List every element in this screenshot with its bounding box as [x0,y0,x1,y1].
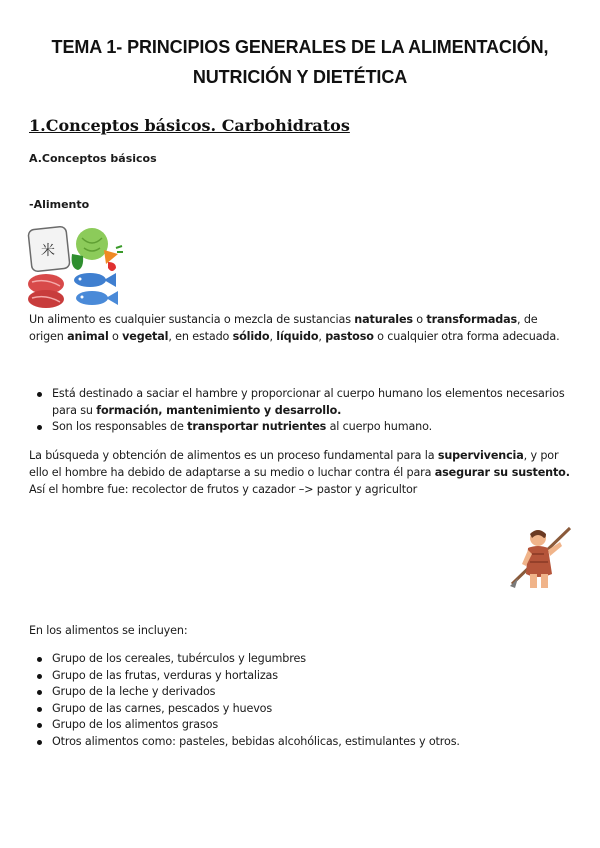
cabbage-icon [76,228,108,260]
bold-run: formación, mantenimiento y desarrollo. [96,403,342,417]
list-item [29,419,574,436]
list-item: Grupo de las carnes, pescados y huevos [29,701,574,718]
bold-run: naturales [354,313,413,326]
bold-run: sólido [232,330,270,343]
bold-run: supervivencia [437,449,524,462]
bold-run: pastoso [325,330,374,343]
fish-icon [74,273,118,305]
section-heading: 1.Conceptos básicos. Carbohidratos [29,116,350,135]
text-run: La búsqueda y obtención de alimentos es un proceso fundamental para la [29,449,438,462]
survival-paragraph [29,447,574,498]
list-item: Otros alimentos como: pasteles, bebidas alcohólicas, estimulantes y otros. [29,734,574,751]
text-run: , [318,330,326,343]
strawberry-icon [108,262,116,271]
list-item: Grupo de los alimentos grasos [29,717,574,734]
text-run: , y por ello el hombre ha debido de adaptarse a su medio o luchar contra él para [29,449,559,479]
rice-bag-icon [28,226,70,272]
text-run: o cualquier otra forma adecuada. [373,330,560,343]
text-run: Así el hombre fue: recolector de frutos y cazador –> pastor y agricultor [29,483,418,496]
list-item: Grupo de la leche y derivados [29,684,574,701]
list-item [29,386,574,419]
bold-run: vegetal [122,330,169,343]
term-heading: -Alimento [29,198,90,211]
caveman-illustration [508,524,574,594]
definition-bullet-list [29,386,574,436]
bold-run: transformadas [426,313,518,326]
text-run: , [269,330,277,343]
bold-run: animal [67,330,109,343]
definition-paragraph [29,311,574,345]
text-run: o [108,330,123,343]
food-groups-list [29,651,574,750]
pepper-icon [72,254,84,270]
list-item: Grupo de las frutas, verduras y hortalizas [29,668,574,685]
title-line-1: TEMA 1- PRINCIPIOS GENERALES DE LA ALIMENTACIÓN, [51,37,549,57]
document-title [30,32,570,92]
carrot-icon [104,250,118,264]
text-run: Un alimento es cualquier sustancia o mezcla de sustancias [29,313,355,326]
title-line-2: NUTRICIÓN Y DIETÉTICA [192,67,408,87]
text-run: o [412,313,427,326]
includes-intro: En los alimentos se incluyen: [29,624,188,637]
text-run: Está destinado a saciar el hambre y proporcionar al cuerpo humano los elementos necesarios para su [52,387,565,417]
bold-run: líquido [276,330,319,343]
food-illustration [26,224,126,312]
list-item: Grupo de los cereales, tubérculos y legumbres [29,651,574,668]
text-run: al cuerpo humano. [326,420,433,433]
bold-run: transportar nutrientes [187,420,327,433]
text-run: Son los responsables de [52,420,188,433]
text-run: , en estado [168,330,233,343]
text-run: , de origen [29,313,538,343]
rice-label: 米 [41,243,55,259]
subheading: A.Conceptos básicos [29,152,157,165]
bold-run: asegurar su sustento. [434,466,570,479]
